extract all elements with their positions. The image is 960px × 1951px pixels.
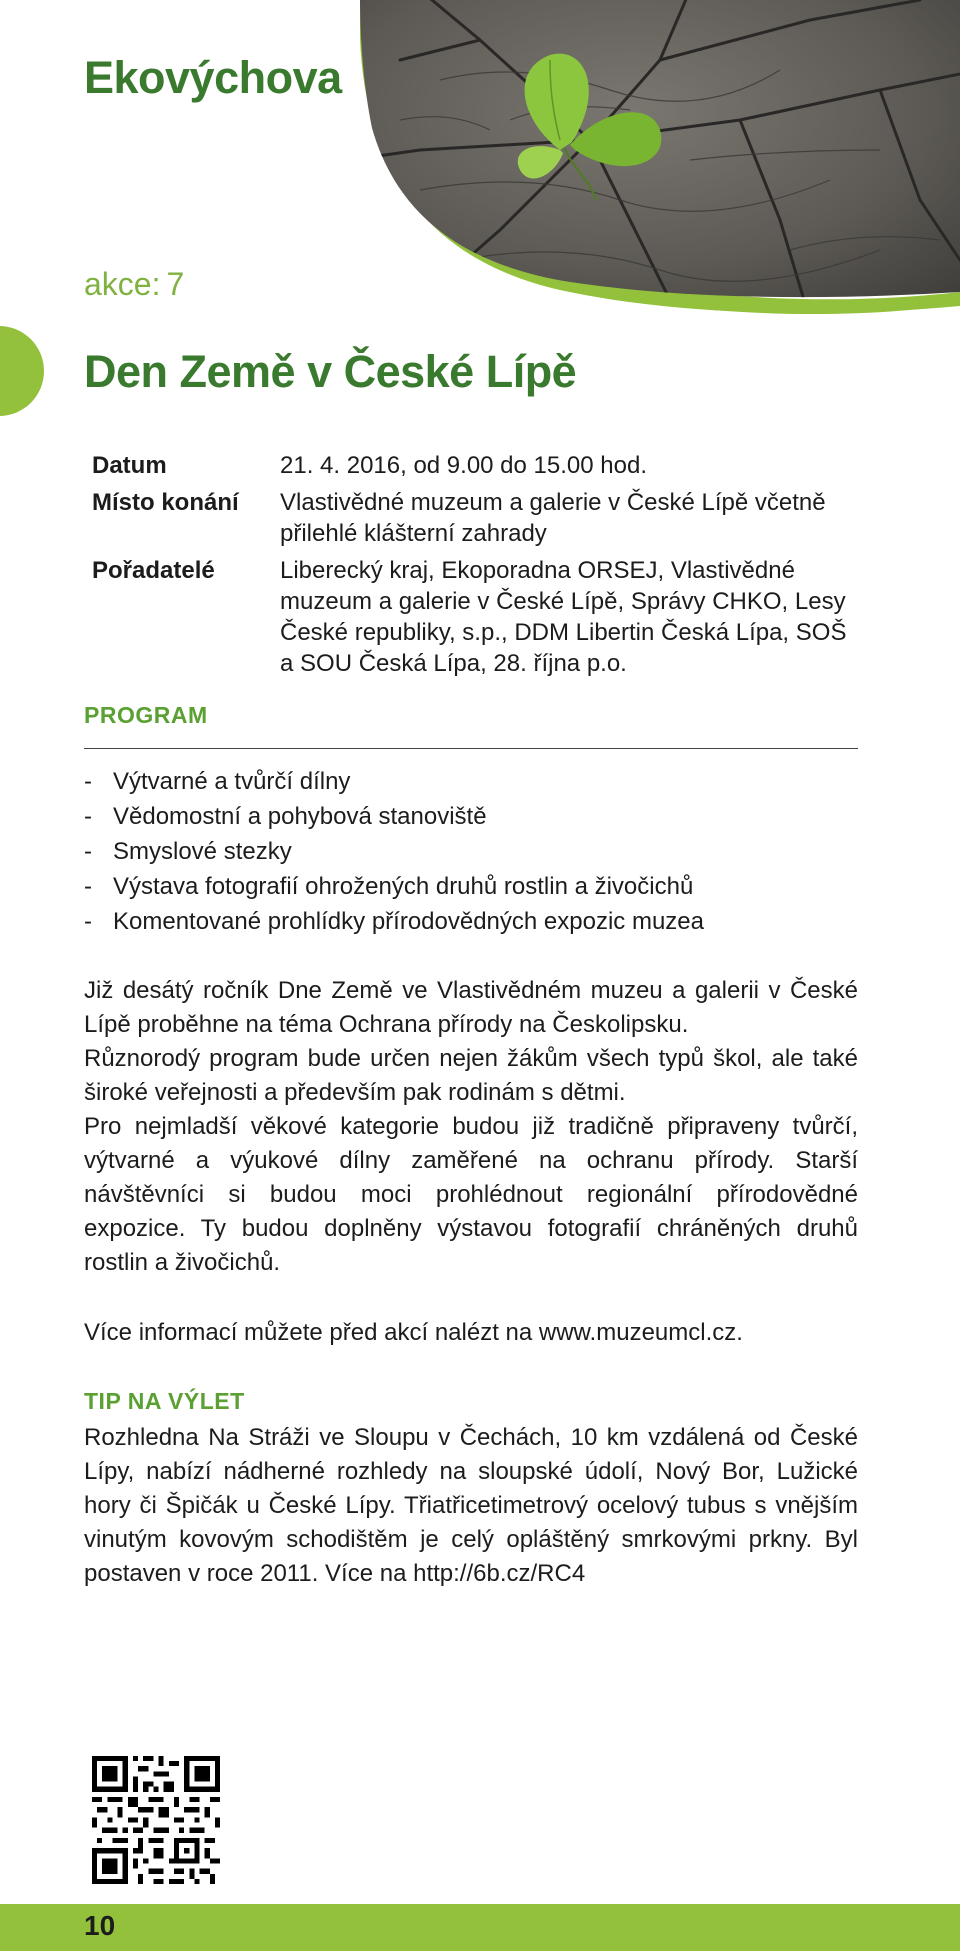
- info-label: Datum: [92, 452, 167, 479]
- event-info-table: [92, 450, 862, 685]
- info-value: Vlastivědné muzeum a galerie v České Lípě včetně přilehlé klášterní zahrady: [280, 489, 826, 547]
- akce-counter: [84, 266, 184, 303]
- list-item: [84, 799, 704, 834]
- list-bullet: -: [84, 803, 92, 830]
- info-value: 21. 4. 2016, od 9.00 do 15.00 hod.: [280, 452, 647, 479]
- description-paragraph: Již desátý ročník Dne Země ve Vlastivědném muzeu a galerii v České Lípě proběhne na téma Ochrana přírody na Českolipsku.: [84, 977, 858, 1038]
- list-bullet: -: [84, 908, 92, 935]
- info-row-organizers: [92, 555, 862, 679]
- program-divider: [84, 748, 858, 749]
- tip-heading: TIP NA VÝLET: [84, 1388, 245, 1414]
- akce-number: 7: [166, 266, 185, 302]
- list-bullet: -: [84, 838, 92, 865]
- list-item-text: Výstava fotografií ohrožených druhů rostlin a živočichů: [113, 873, 694, 900]
- description-paragraph: Různorodý program bude určen nejen žákům všech typů škol, ale také široké veřejnosti a především pak rodinám s dětmi.: [84, 1045, 858, 1106]
- program-heading: PROGRAM: [84, 702, 208, 728]
- description: [84, 974, 858, 1280]
- event-title: Den Země v České Lípě: [84, 346, 577, 397]
- info-row-date: [92, 450, 862, 481]
- akce-label: akce:: [84, 266, 161, 302]
- footer-bar: [0, 1904, 960, 1951]
- tip-text: Rozhledna Na Stráži ve Sloupu v Čechách, 10 km vzdálená od České Lípy, nabízí nádherné rozhledy na sloupské údolí, Nový Bor, Lužické hory či Špičák u České Lípy. Třiatřicetimetrový ocelový tubus s vnějším vinutým kovovým schodištěm je celý opláštěný smrkovými prkny. Byl postaven v roce 2011. Více na http://6b.cz/RC4: [84, 1424, 858, 1587]
- program-list: [84, 764, 704, 939]
- qr-code: [92, 1756, 220, 1884]
- list-item: [84, 764, 704, 799]
- info-label: Místo konání: [92, 489, 239, 516]
- list-item-text: Smyslové stezky: [113, 838, 292, 865]
- header-photo-seedling: [360, 0, 960, 320]
- section-title: Ekovýchova: [84, 52, 342, 103]
- info-value: Liberecký kraj, Ekoporadna ORSEJ, Vlastivědné muzeum a galerie v České Lípě, Správy CHKO, Lesy České republiky, s.p., DDM Libertin Česká Lípa, SOŠ a SOU Česká Lípa, 28. října p.o.: [280, 557, 847, 677]
- list-bullet: -: [84, 768, 92, 795]
- side-accent-circle: [0, 326, 44, 416]
- list-item-text: Výtvarné a tvůrčí dílny: [113, 768, 351, 795]
- list-item: [84, 869, 704, 904]
- list-item: [84, 834, 704, 869]
- info-label: Pořadatelé: [92, 557, 215, 584]
- more-info-text: Více informací můžete před akcí nalézt na www.muzeumcl.cz.: [84, 1319, 743, 1346]
- list-item-text: Vědomostní a pohybová stanoviště: [113, 803, 487, 830]
- info-row-venue: [92, 487, 862, 549]
- page-number: 10: [84, 1910, 116, 1941]
- list-item: [84, 904, 704, 939]
- description-paragraph: Pro nejmladší věkové kategorie budou již tradičně připraveny tvůrčí, výtvarné a výukové dílny zaměřené na ochranu přírody. Starší návštěvníci si budou moci prohlédnout regionální přírodovědné expozice. Ty budou doplněny výstavou fotografií chráněných druhů rostlin a živočichů.: [84, 1113, 858, 1276]
- list-item-text: Komentované prohlídky přírodovědných expozic muzea: [113, 908, 704, 935]
- list-bullet: -: [84, 873, 92, 900]
